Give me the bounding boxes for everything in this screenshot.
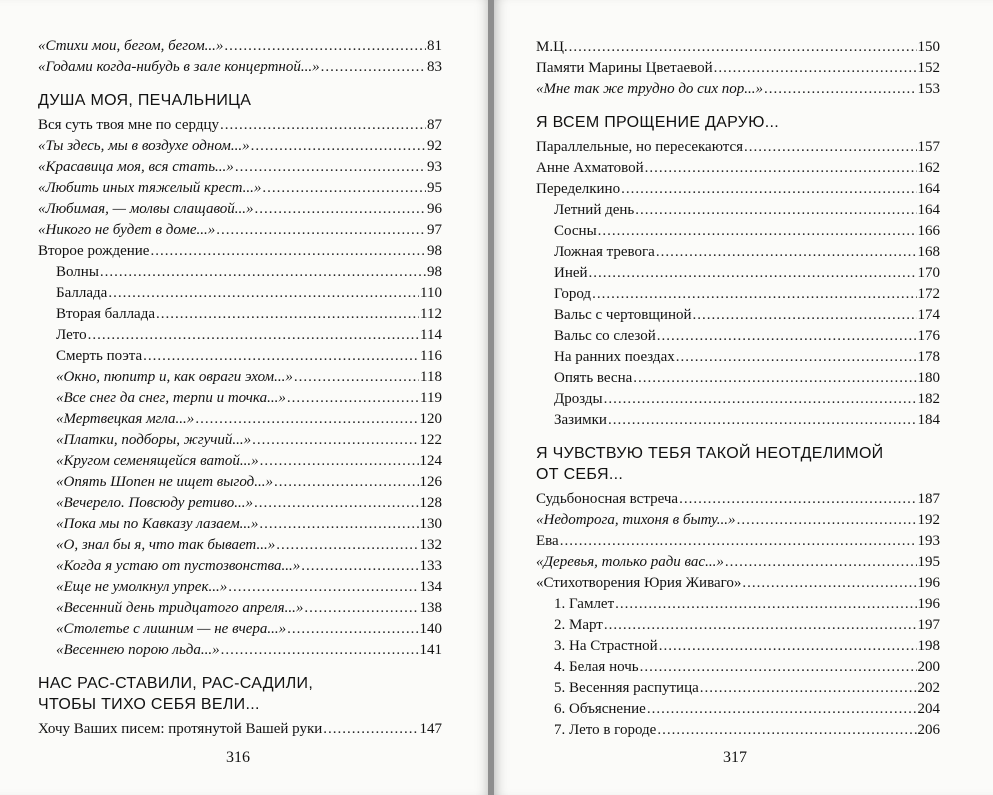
toc-entry — [38, 283, 442, 304]
toc-entry — [38, 556, 442, 577]
toc-entry — [536, 368, 940, 389]
toc-entry — [38, 577, 442, 598]
entry-page-number: 98 — [427, 264, 442, 280]
toc-entry — [38, 367, 442, 388]
right-page-number: 317 — [723, 749, 747, 766]
entry-title: «Платки, подборы, жгучий...» — [56, 432, 252, 448]
entry-page-number: 97 — [427, 222, 442, 238]
entry-page-number: 192 — [917, 512, 940, 528]
entry-title: «Любимая, — молвы слащавой...» — [38, 201, 254, 217]
entry-title: 5. Весенняя распутица — [554, 680, 699, 696]
entry-page-number: 193 — [917, 533, 940, 549]
entry-page-number: 120 — [419, 411, 442, 427]
entry-page-number: 118 — [420, 369, 442, 385]
entry-page-number: 98 — [427, 243, 442, 259]
entry-title: «Опять Шопен не ищет выгод...» — [56, 474, 273, 490]
entry-title: Хочу Ваших писем: протянутой Вашей руки — [38, 721, 323, 737]
entry-title: Летний день — [554, 202, 635, 218]
entry-title: Судьбоносная встреча — [536, 491, 679, 507]
toc-entry — [536, 389, 940, 410]
entry-title: «Ты здесь, мы в воздухе одном...» — [38, 138, 250, 154]
toc-entry — [536, 573, 940, 594]
entry-page-number: 198 — [917, 638, 940, 654]
entry-page-number: 132 — [419, 537, 442, 553]
dot-leader — [254, 493, 419, 514]
entry-title: Сосны — [554, 223, 597, 239]
dot-leader — [589, 263, 917, 284]
dot-leader — [150, 241, 426, 262]
entry-title: 4. Белая ночь — [554, 659, 639, 675]
entry-title: Вальс с чертовщиной — [554, 307, 692, 323]
toc-entry — [536, 263, 940, 284]
entry-page-number: 128 — [419, 495, 442, 511]
dot-leader — [598, 221, 917, 242]
toc-entry — [536, 410, 940, 431]
entry-title: Переделкино — [536, 181, 621, 197]
toc-entry — [536, 221, 940, 242]
dot-leader — [228, 577, 418, 598]
entry-page-number: 87 — [427, 117, 442, 133]
entry-title: «Мне так же трудно до сих пор...» — [536, 81, 763, 97]
dot-leader — [744, 137, 916, 158]
dot-leader — [714, 58, 917, 79]
toc-entry — [38, 640, 442, 661]
dot-leader — [725, 552, 917, 573]
section-heading-line: ЧТОБЫ ТИХО СЕБЯ ВЕЛИ... — [38, 696, 260, 713]
entry-title: 7. Лето в городе — [554, 722, 657, 738]
entry-page-number: 147 — [419, 721, 442, 737]
entry-page-number: 114 — [420, 327, 442, 343]
dot-leader — [100, 262, 426, 283]
toc-entry — [38, 220, 442, 241]
right-table-of-contents — [536, 37, 940, 741]
entry-page-number: 195 — [917, 554, 940, 570]
entry-page-number: 166 — [917, 223, 940, 239]
toc-entry — [38, 178, 442, 199]
entry-page-number: 138 — [419, 600, 442, 616]
toc-entry — [38, 157, 442, 178]
toc-entry — [38, 619, 442, 640]
toc-entry — [536, 531, 940, 552]
toc-entry — [38, 262, 442, 283]
toc-entry — [536, 200, 940, 221]
dot-leader — [224, 36, 426, 57]
dot-leader — [276, 535, 418, 556]
entry-title: Опять весна — [554, 370, 633, 386]
dot-leader — [235, 157, 426, 178]
toc-entry — [38, 388, 442, 409]
entry-page-number: 202 — [917, 680, 940, 696]
entry-title: «Столетье с лишним — не вчера...» — [56, 621, 287, 637]
dot-leader — [635, 200, 916, 221]
entry-title: «Недотрога, тихоня в быту...» — [536, 512, 736, 528]
dot-leader — [676, 347, 917, 368]
toc-entry — [38, 115, 442, 136]
entry-title: Дрозды — [554, 391, 603, 407]
dot-leader — [156, 304, 419, 325]
entry-page-number: 112 — [420, 306, 442, 322]
toc-entry — [38, 199, 442, 220]
entry-page-number: 110 — [420, 285, 442, 301]
entry-page-number: 174 — [917, 307, 940, 323]
entry-page-number: 150 — [917, 39, 940, 55]
entry-page-number: 126 — [419, 474, 442, 490]
toc-entry — [38, 346, 442, 367]
toc-entry — [536, 284, 940, 305]
toc-entry — [38, 514, 442, 535]
toc-entry — [38, 409, 442, 430]
toc-entry — [536, 489, 940, 510]
entry-page-number: 93 — [427, 159, 442, 175]
entry-page-number: 134 — [419, 579, 442, 595]
dot-leader — [287, 388, 419, 409]
entry-page-number: 119 — [420, 390, 442, 406]
dot-leader — [262, 178, 426, 199]
toc-entry — [536, 158, 940, 179]
entry-title: Волны — [56, 264, 99, 280]
dot-leader — [294, 367, 419, 388]
entry-title: «Стихотворения Юрия Живаго» — [536, 575, 742, 591]
entry-title: 1. Гамлет — [554, 596, 615, 612]
entry-title: «Годами когда-нибудь в зале концертной...» — [38, 59, 320, 75]
dot-leader — [323, 719, 418, 740]
entry-title: «Мертвецкая мгла...» — [56, 411, 195, 427]
toc-entry — [38, 136, 442, 157]
dot-leader — [274, 472, 419, 493]
entry-title: «Вечерело. Повсюду ретиво...» — [56, 495, 253, 511]
entry-title: «Кругом семенящейся ватой...» — [56, 453, 259, 469]
section-heading — [38, 673, 442, 715]
entry-page-number: 130 — [419, 516, 442, 532]
entry-title: 6. Объяснение — [554, 701, 646, 717]
toc-entry — [38, 535, 442, 556]
entry-page-number: 116 — [420, 348, 442, 364]
entry-page-number: 140 — [419, 621, 442, 637]
dot-leader — [251, 136, 426, 157]
left-page-number: 316 — [226, 749, 250, 766]
dot-leader — [633, 368, 916, 389]
dot-leader — [604, 389, 917, 410]
entry-title: «Все снег да снег, терпи и точка...» — [56, 390, 286, 406]
toc-entry — [536, 179, 940, 200]
entry-title: «Окно, пюпитр и, как овраги эхом...» — [56, 369, 293, 385]
entry-title: «Любить иных тяжелый крест...» — [38, 180, 262, 196]
dot-leader — [764, 79, 917, 100]
entry-title: Город — [554, 286, 592, 302]
toc-entry — [38, 241, 442, 262]
dot-leader — [252, 430, 418, 451]
entry-page-number: 187 — [917, 491, 940, 507]
entry-title: «Пока мы по Кавказу лазаем...» — [56, 516, 259, 532]
dot-leader — [287, 619, 418, 640]
entry-title: Второе рождение — [38, 243, 150, 259]
entry-page-number: 196 — [917, 575, 940, 591]
entry-title: Анне Ахматовой — [536, 160, 644, 176]
toc-entry — [38, 493, 442, 514]
entry-page-number: 81 — [427, 38, 442, 54]
entry-page-number: 180 — [917, 370, 940, 386]
dot-leader — [640, 657, 917, 678]
dot-leader — [220, 115, 426, 136]
toc-entry — [536, 326, 940, 347]
entry-page-number: 170 — [917, 265, 940, 281]
toc-entry — [536, 657, 940, 678]
dot-leader — [260, 451, 419, 472]
toc-entry — [536, 58, 940, 79]
entry-title: Параллельные, но пересекаются — [536, 139, 744, 155]
toc-entry — [536, 552, 940, 573]
entry-title: Памяти Марины Цветаевой — [536, 60, 713, 76]
dot-leader — [737, 510, 917, 531]
toc-entry — [536, 242, 940, 263]
entry-page-number: 172 — [917, 286, 940, 302]
dot-leader — [742, 573, 916, 594]
dot-leader — [608, 410, 917, 431]
entry-page-number: 133 — [419, 558, 442, 574]
entry-page-number: 184 — [917, 412, 940, 428]
toc-entry — [38, 325, 442, 346]
dot-leader — [195, 409, 418, 430]
dot-leader — [700, 678, 917, 699]
toc-entry — [536, 37, 940, 58]
toc-entry — [536, 636, 940, 657]
dot-leader — [659, 636, 917, 657]
toc-entry — [38, 451, 442, 472]
entry-title: Вся суть твоя мне по сердцу — [38, 117, 219, 133]
entry-title: «Весенний день тридцатого апреля...» — [56, 600, 304, 616]
entry-page-number: 157 — [917, 139, 940, 155]
entry-page-number: 124 — [419, 453, 442, 469]
entry-title: «Деревья, только ради вас...» — [536, 554, 724, 570]
dot-leader — [304, 598, 418, 619]
dot-leader — [647, 699, 917, 720]
toc-entry — [536, 615, 940, 636]
entry-page-number: 204 — [917, 701, 940, 717]
toc-entry — [536, 137, 940, 158]
toc-entry — [38, 598, 442, 619]
toc-entry — [536, 720, 940, 741]
toc-entry — [536, 699, 940, 720]
section-heading-line: НАС РАС-СТАВИЛИ, РАС-САДИЛИ, — [38, 675, 314, 692]
dot-leader — [621, 179, 916, 200]
entry-title: «Стихи мои, бегом, бегом...» — [38, 38, 224, 54]
entry-title: Вальс со слезой — [554, 328, 656, 344]
entry-page-number: 141 — [419, 642, 442, 658]
toc-entry — [38, 36, 442, 57]
entry-page-number: 200 — [917, 659, 940, 675]
section-heading-line: ОТ СЕБЯ... — [536, 466, 624, 483]
dot-leader — [645, 158, 917, 179]
left-page — [0, 0, 490, 795]
entry-page-number: 176 — [917, 328, 940, 344]
entry-page-number: 196 — [917, 596, 940, 612]
toc-entry — [536, 594, 940, 615]
entry-title: Зазимки — [554, 412, 607, 428]
toc-entry — [536, 678, 940, 699]
toc-entry — [536, 347, 940, 368]
entry-title: Ложная тревога — [554, 244, 655, 260]
dot-leader — [143, 346, 419, 367]
entry-title: Смерть поэта — [56, 348, 143, 364]
dot-leader — [569, 37, 917, 58]
entry-title: Вторая баллада — [56, 306, 156, 322]
entry-page-number: 92 — [427, 138, 442, 154]
toc-entry — [38, 57, 442, 78]
entry-title: Ева — [536, 533, 559, 549]
dot-leader — [693, 305, 917, 326]
entry-page-number: 152 — [917, 60, 940, 76]
entry-page-number: 182 — [917, 391, 940, 407]
entry-title: «Еще не умолкнул упрек...» — [56, 579, 228, 595]
toc-entry — [38, 719, 442, 740]
entry-page-number: 162 — [917, 160, 940, 176]
dot-leader — [656, 242, 917, 263]
dot-leader — [216, 220, 426, 241]
dot-leader — [259, 514, 418, 535]
entry-page-number: 168 — [917, 244, 940, 260]
right-page — [494, 0, 993, 795]
section-heading — [536, 443, 940, 485]
dot-leader — [301, 556, 418, 577]
left-table-of-contents — [38, 36, 442, 740]
entry-page-number: 164 — [917, 181, 940, 197]
dot-leader — [560, 531, 917, 552]
dot-leader — [221, 640, 419, 661]
section-heading-line: Я ЧУВСТВУЮ ТЕБЯ ТАКОЙ НЕОТДЕЛИМОЙ — [536, 445, 884, 462]
entry-page-number: 197 — [917, 617, 940, 633]
entry-title: Баллада — [56, 285, 108, 301]
toc-entry — [38, 304, 442, 325]
dot-leader — [88, 325, 419, 346]
toc-entry — [536, 79, 940, 100]
entry-page-number: 164 — [917, 202, 940, 218]
entry-title: Иней — [554, 265, 588, 281]
section-heading-line: ДУША МОЯ, ПЕЧАЛЬНИЦА — [38, 92, 252, 109]
entry-title: 2. Март — [554, 617, 603, 633]
toc-entry — [536, 510, 940, 531]
dot-leader — [592, 284, 916, 305]
dot-leader — [657, 326, 917, 347]
entry-title: «Красавица моя, вся стать...» — [38, 159, 234, 175]
toc-entry — [38, 430, 442, 451]
entry-title: 3. На Страстной — [554, 638, 658, 654]
dot-leader — [321, 57, 426, 78]
toc-entry — [38, 472, 442, 493]
entry-title: М.Ц. — [536, 39, 568, 55]
section-heading — [536, 112, 940, 133]
entry-page-number: 153 — [917, 81, 940, 97]
dot-leader — [255, 199, 426, 220]
entry-page-number: 122 — [419, 432, 442, 448]
toc-entry — [536, 305, 940, 326]
section-heading — [38, 90, 442, 111]
section-heading-line: Я ВСЕМ ПРОЩЕНИЕ ДАРУЮ... — [536, 114, 779, 131]
entry-page-number: 96 — [427, 201, 442, 217]
dot-leader — [604, 615, 917, 636]
entry-title: «Когда я устаю от пустозвонства...» — [56, 558, 301, 574]
entry-page-number: 178 — [917, 349, 940, 365]
entry-title: Лето — [56, 327, 87, 343]
entry-title: «Никого не будет в доме...» — [38, 222, 216, 238]
dot-leader — [657, 720, 916, 741]
entry-page-number: 95 — [427, 180, 442, 196]
dot-leader — [679, 489, 916, 510]
entry-title: «Весеннею порою льда...» — [56, 642, 220, 658]
entry-title: На ранних поездах — [554, 349, 675, 365]
entry-title: «О, знал бы я, что так бывает...» — [56, 537, 276, 553]
dot-leader — [615, 594, 916, 615]
entry-page-number: 83 — [427, 59, 442, 75]
dot-leader — [108, 283, 419, 304]
entry-page-number: 206 — [917, 722, 940, 738]
